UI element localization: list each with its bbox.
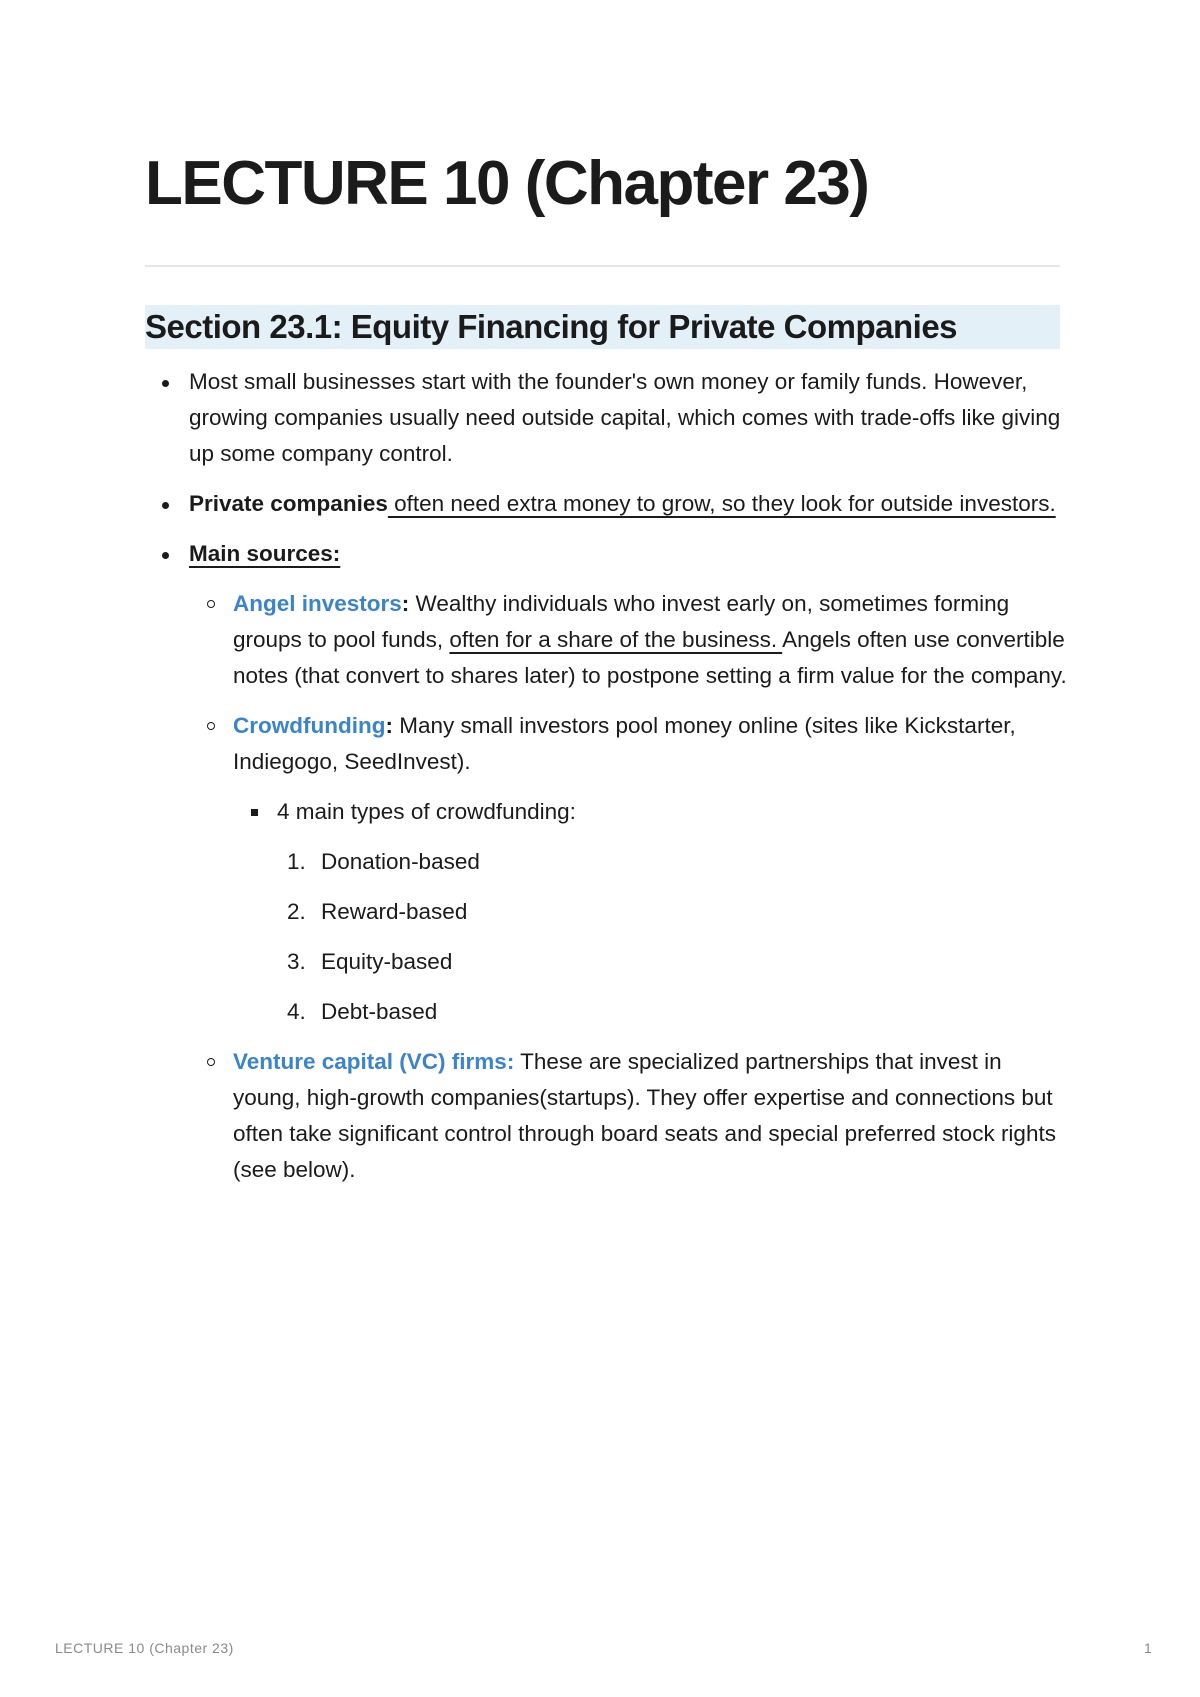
crowdfunding-term: Crowdfunding <box>233 713 386 738</box>
sources-list <box>189 586 1070 1188</box>
private-companies-term: Private companies <box>189 491 388 516</box>
page-title: LECTURE 10 (Chapter 23) <box>145 149 869 218</box>
title-divider <box>145 265 1060 267</box>
list-number: 3. <box>287 949 306 974</box>
crowdfunding-type-label: Equity-based <box>321 949 453 974</box>
source-angel-investors <box>233 586 1070 694</box>
angel-underlined-text: often for a share of the business. <box>449 627 783 652</box>
bullet-private-companies <box>189 486 1070 522</box>
section-heading: Section 23.1: Equity Financing for Private Companies <box>145 305 1060 349</box>
list-number: 4. <box>287 999 306 1024</box>
main-sources-label: Main sources: <box>189 541 341 566</box>
crowdfunding-text: Many small investors pool money online (sites like Kickstarter, Indiegogo, SeedInvest). <box>233 713 1016 774</box>
bullet-text: Most small businesses start with the founder's own money or family funds. However, growing companies usually need outside capital, which comes with trade-offs like giving up some company control. <box>189 369 1061 466</box>
footer-document-name: LECTURE 10 (Chapter 23) <box>55 1640 234 1656</box>
crowdfunding-type-item <box>287 944 1070 980</box>
bullet-list <box>145 364 1070 1188</box>
crowdfunding-type-item <box>287 894 1070 930</box>
angel-investors-term: Angel investors <box>233 591 402 616</box>
source-crowdfunding <box>233 708 1070 1030</box>
list-number: 1. <box>287 849 306 874</box>
venture-capital-term: Venture capital (VC) firms: <box>233 1049 515 1074</box>
crowdfunding-type-label: Debt-based <box>321 999 438 1024</box>
source-venture-capital <box>233 1044 1070 1188</box>
crowdfunding-type-item <box>287 844 1070 880</box>
crowdfunding-sublist <box>233 794 1070 1030</box>
bullet-main-sources <box>189 536 1070 1188</box>
angel-text-a: Wealthy individuals who invest early on, sometimes forming groups to pool funds, <box>233 591 1010 652</box>
crowdfunding-types-list <box>277 844 1070 1030</box>
angel-text-b: Angels often use convertible notes (that convert to shares later) to postpone setting a firm value for the company. <box>233 627 1067 688</box>
angel-colon: : <box>401 591 410 616</box>
bullet-founder-funding <box>189 364 1070 472</box>
footer-page-number: 1 <box>1144 1640 1152 1656</box>
document-body <box>145 364 1070 1202</box>
crowdfunding-types-heading: 4 main types of crowdfunding: <box>277 799 576 824</box>
crowdfunding-type-item <box>287 994 1070 1030</box>
private-companies-text: often need extra money to grow, so they look for outside investors. <box>387 491 1056 516</box>
list-number: 2. <box>287 899 306 924</box>
venture-capital-text: These are specialized partnerships that invest in young, high-growth companies(startups). They offer expertise and connections but often take significant control through board seats and special preferred stock rights (see below). <box>233 1049 1056 1182</box>
crowdfunding-colon: : <box>385 713 393 738</box>
crowdfunding-types-item <box>277 794 1070 1030</box>
crowdfunding-type-label: Donation-based <box>321 849 480 874</box>
crowdfunding-type-label: Reward-based <box>321 899 468 924</box>
